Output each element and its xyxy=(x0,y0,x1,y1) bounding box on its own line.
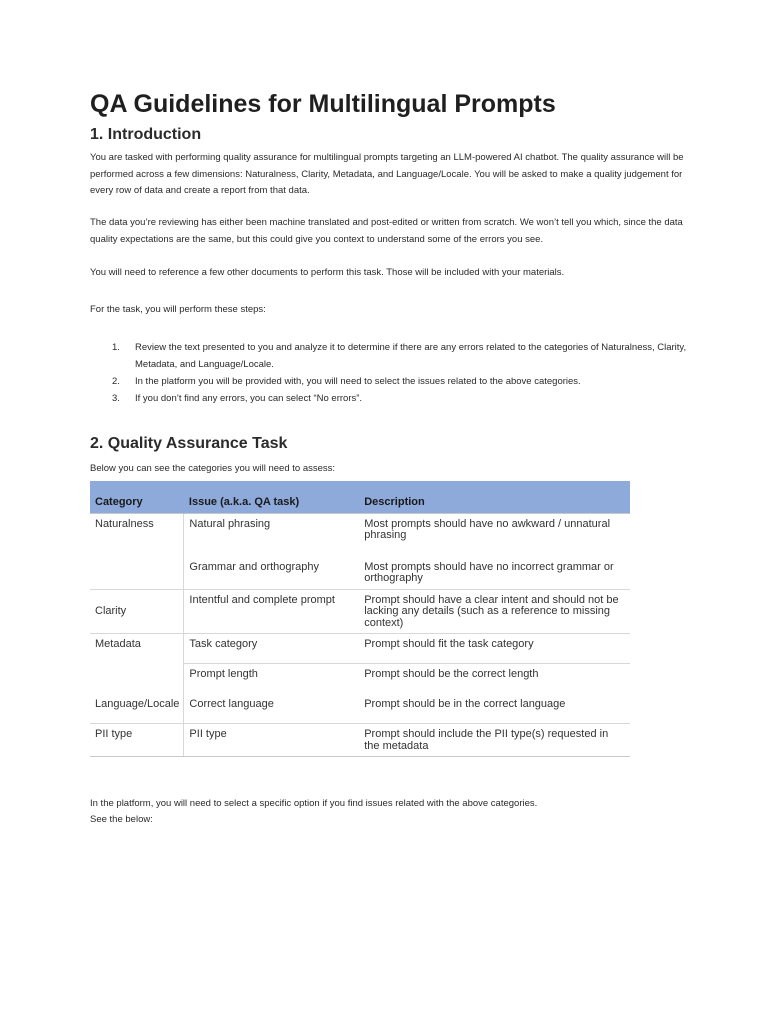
table-cell-category: Naturalness xyxy=(90,513,184,546)
table-cell-category xyxy=(90,664,184,694)
table-row xyxy=(90,589,630,634)
column-header-issue: Issue (a.k.a. QA task) xyxy=(184,481,359,513)
table-cell-description: Prompt should be in the correct language xyxy=(364,697,566,710)
after-table-paragraph-1: In the platform, you will need to select a specific option if you find issues related with the above categories. xyxy=(90,798,538,809)
list-item-number: 1. xyxy=(112,342,120,353)
table-cell-category: PII type xyxy=(90,724,184,757)
column-header-description: Description xyxy=(359,481,630,513)
column-header-category: Category xyxy=(90,481,184,513)
steps-list xyxy=(90,339,690,407)
list-item-number: 3. xyxy=(112,393,120,404)
list-item-text: In the platform you will be provided with, you will need to select the issues related to the above categories. xyxy=(135,376,581,387)
table-row xyxy=(90,546,630,590)
table-row xyxy=(90,634,630,664)
list-item-text: Review the text presented to you and analyze it to determine if there are any errors related to the categories of Naturalness, Clarity, Metadata, and Language/Locale. xyxy=(135,342,687,370)
table-cell-category: Metadata xyxy=(90,634,184,664)
section-introduction-heading: 1. Introduction xyxy=(90,126,202,143)
table-cell-issue: Prompt length xyxy=(184,664,359,694)
document-title: QA Guidelines for Multilingual Prompts xyxy=(90,90,556,118)
table-cell-description: Most prompts should have no awkward / unnatural phrasing xyxy=(359,513,630,546)
list-item xyxy=(90,373,690,390)
table-cell-description: Prompt should fit the task category xyxy=(359,634,630,664)
intro-paragraph-2: The data you’re reviewing has either been machine translated and post-edited or written from scratch. We won’t tell you which, since the data quality expectations are the same, but this could give you context to understand some of the errors you see. xyxy=(90,217,683,245)
table-row xyxy=(90,513,630,546)
list-item xyxy=(90,339,690,373)
table-cell-category: Clarity xyxy=(90,589,184,634)
list-item-text: If you don’t find any errors, you can select “No errors”. xyxy=(135,393,363,404)
intro-paragraph-3: You will need to reference a few other documents to perform this task. Those will be included with your materials. xyxy=(90,267,565,278)
table-cell-issue: Natural phrasing xyxy=(184,513,359,546)
table-cell-description: Most prompts should have no incorrect grammar or orthography xyxy=(364,560,614,584)
table-row xyxy=(90,694,630,724)
table-row xyxy=(90,664,630,694)
after-table-paragraph-2: See the below: xyxy=(90,814,153,825)
table-cell-issue: Grammar and orthography xyxy=(189,560,320,573)
table-cell-issue: PII type xyxy=(184,724,359,757)
qa-task-intro: Below you can see the categories you will need to assess: xyxy=(90,463,336,474)
table-cell-issue: Task category xyxy=(184,634,359,664)
table-cell-category: Language/Locale xyxy=(90,694,184,724)
table-cell-description: Prompt should include the PII type(s) requested in the metadata xyxy=(359,724,630,757)
table-row xyxy=(90,724,630,757)
qa-categories-table xyxy=(90,481,630,757)
table-cell-issue: Correct language xyxy=(189,697,274,710)
section-qa-task-heading: 2. Quality Assurance Task xyxy=(90,435,288,452)
list-item xyxy=(90,390,690,407)
intro-paragraph-1: You are tasked with performing quality assurance for multilingual prompts targeting an LLM-powered AI chatbot. The quality assurance will be performed across a few dimensions: Naturalness, Clarity, Metadata, and Language/Locale. You will be asked to make a quality judgement for every row of data and create a report from that data. xyxy=(90,152,684,196)
table-header-row xyxy=(90,481,630,513)
table-cell-category xyxy=(90,546,184,590)
table-cell-description: Prompt should have a clear intent and should not be lacking any details (such as a reference to missing context) xyxy=(359,589,630,634)
table-cell-issue: Intentful and complete prompt xyxy=(184,589,359,634)
table-cell-description: Prompt should be the correct length xyxy=(359,664,630,694)
list-item-number: 2. xyxy=(112,376,120,387)
intro-paragraph-4: For the task, you will perform these steps: xyxy=(90,304,266,315)
